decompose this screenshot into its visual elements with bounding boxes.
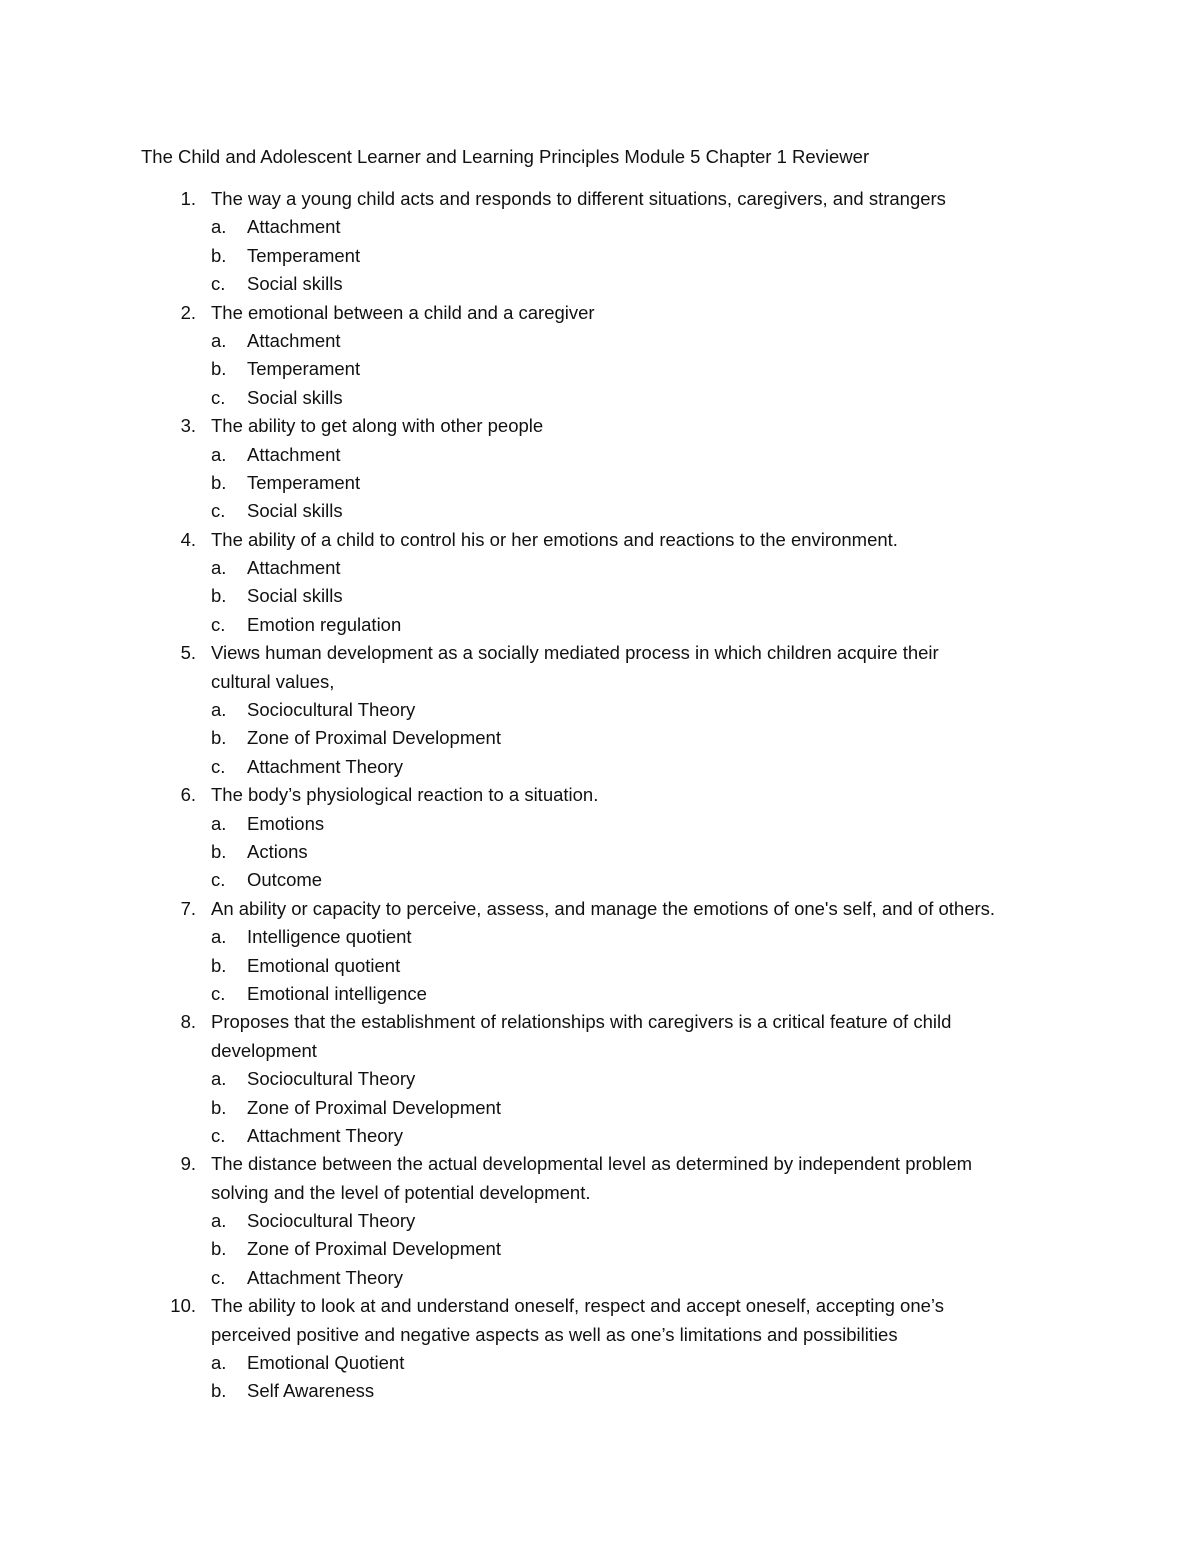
question-line — [0, 526, 1200, 554]
question-text: development — [211, 1039, 317, 1061]
answer-option — [0, 696, 1200, 724]
answer-option — [0, 1207, 1200, 1235]
option-text: Attachment Theory — [247, 1124, 403, 1146]
question-line — [0, 668, 1200, 696]
option-text: Emotion regulation — [247, 613, 402, 635]
answer-option — [0, 724, 1200, 752]
answer-option — [0, 810, 1200, 838]
question-line — [0, 185, 1200, 213]
option-text: Attachment — [247, 216, 341, 238]
option-text: Sociocultural Theory — [247, 699, 416, 721]
question-line — [0, 1037, 1200, 1065]
option-letter: b. — [211, 1380, 227, 1402]
option-letter: b. — [211, 471, 227, 493]
option-text: Emotions — [247, 812, 325, 834]
answer-option — [0, 611, 1200, 639]
question-list — [0, 185, 1200, 1406]
option-text: Social skills — [247, 386, 343, 408]
option-letter: c. — [211, 386, 226, 408]
question-line — [0, 1150, 1200, 1178]
option-letter: b. — [211, 840, 227, 862]
option-letter: a. — [211, 1352, 227, 1374]
question-text: An ability or capacity to perceive, assess, and manage the emotions of one's self, and of others. — [211, 897, 996, 919]
option-text: Sociocultural Theory — [247, 1210, 416, 1232]
answer-option — [0, 923, 1200, 951]
question-text: cultural values, — [211, 670, 335, 692]
question-text: The way a young child acts and responds to different situations, caregivers, and strangers — [211, 188, 946, 209]
answer-option — [0, 554, 1200, 582]
question-text: The emotional between a child and a caregiver — [211, 301, 595, 323]
answer-option — [0, 1349, 1200, 1377]
question-line — [0, 1321, 1200, 1349]
answer-option — [0, 497, 1200, 525]
option-text: Emotional Quotient — [247, 1352, 405, 1374]
question-text: The body’s physiological reaction to a situation. — [211, 784, 599, 806]
question-number: 1. — [180, 188, 196, 209]
option-letter: b. — [211, 727, 227, 749]
answer-option — [0, 242, 1200, 270]
question-line — [0, 1008, 1200, 1036]
question-number: 3. — [180, 415, 196, 437]
question-number: 6. — [180, 784, 196, 806]
option-letter: b. — [211, 1238, 227, 1260]
option-letter: a. — [211, 699, 227, 721]
option-letter: b. — [211, 585, 227, 607]
answer-option — [0, 838, 1200, 866]
answer-option — [0, 1094, 1200, 1122]
answer-option — [0, 469, 1200, 497]
option-letter: b. — [211, 954, 227, 976]
option-letter: b. — [211, 358, 227, 380]
answer-option — [0, 582, 1200, 610]
option-text: Actions — [247, 840, 308, 862]
answer-option — [0, 1122, 1200, 1150]
option-text: Zone of Proximal Development — [247, 727, 501, 749]
question-line — [0, 639, 1200, 667]
option-text: Intelligence quotient — [247, 926, 412, 948]
option-text: Sociocultural Theory — [247, 1068, 416, 1090]
option-letter: c. — [211, 613, 226, 635]
option-letter: a. — [211, 812, 227, 834]
option-text: Attachment — [247, 329, 341, 351]
option-text: Attachment Theory — [247, 755, 403, 777]
question-number: 8. — [180, 1011, 196, 1033]
question-number: 4. — [180, 528, 196, 550]
answer-option — [0, 866, 1200, 894]
option-text: Temperament — [247, 358, 361, 380]
option-letter: b. — [211, 1096, 227, 1118]
question-text: The ability of a child to control his or her emotions and reactions to the environment. — [211, 528, 898, 550]
answer-option — [0, 441, 1200, 469]
option-text: Temperament — [247, 471, 361, 493]
question-number: 7. — [180, 897, 196, 919]
option-letter: a. — [211, 926, 227, 948]
option-text: Social skills — [247, 273, 343, 295]
option-letter: a. — [211, 329, 227, 351]
question-text: Proposes that the establishment of relationships with caregivers is a critical feature of child — [211, 1011, 952, 1033]
option-text: Attachment — [247, 557, 341, 579]
option-text: Zone of Proximal Development — [247, 1238, 501, 1260]
option-letter: c. — [211, 500, 226, 522]
question-number: 10. — [170, 1295, 196, 1317]
answer-option — [0, 270, 1200, 298]
option-letter: c. — [211, 755, 226, 777]
option-letter: a. — [211, 216, 227, 238]
option-text: Attachment — [247, 443, 341, 465]
answer-option — [0, 384, 1200, 412]
option-text: Self Awareness — [247, 1380, 375, 1402]
option-text: Social skills — [247, 500, 343, 522]
question-text: solving and the level of potential development. — [211, 1181, 591, 1203]
question-number: 9. — [180, 1153, 196, 1175]
option-letter: c. — [211, 869, 226, 891]
answer-option — [0, 213, 1200, 241]
question-line — [0, 895, 1200, 923]
answer-option — [0, 1377, 1200, 1405]
answer-option — [0, 952, 1200, 980]
answer-option — [0, 980, 1200, 1008]
question-text: The distance between the actual developmental level as determined by independent problem — [211, 1153, 973, 1175]
question-line — [0, 412, 1200, 440]
option-letter: a. — [211, 1210, 227, 1232]
question-text: Views human development as a socially mediated process in which children acquire their — [211, 642, 939, 664]
option-letter: a. — [211, 557, 227, 579]
option-text: Outcome — [247, 869, 323, 891]
option-text: Emotional quotient — [247, 954, 401, 976]
answer-option — [0, 355, 1200, 383]
option-letter: a. — [211, 443, 227, 465]
question-line — [0, 1179, 1200, 1207]
option-letter: a. — [211, 1068, 227, 1090]
option-text: Temperament — [247, 244, 361, 266]
option-letter: c. — [211, 1266, 226, 1288]
option-text: Social skills — [247, 585, 343, 607]
question-line — [0, 299, 1200, 327]
option-letter: c. — [211, 273, 226, 295]
question-line — [0, 781, 1200, 809]
question-text: perceived positive and negative aspects as well as one’s limitations and possibilities — [211, 1323, 898, 1345]
question-line — [0, 1292, 1200, 1320]
option-text: Zone of Proximal Development — [247, 1096, 501, 1118]
option-letter: c. — [211, 982, 226, 1004]
question-number: 2. — [180, 301, 196, 323]
document-title: The Child and Adolescent Learner and Learning Principles Module 5 Chapter 1 Reviewer — [141, 146, 870, 167]
option-text: Emotional intelligence — [247, 982, 427, 1004]
answer-option — [0, 1264, 1200, 1292]
answer-option — [0, 1065, 1200, 1093]
question-text: The ability to look at and understand oneself, respect and accept oneself, accepting one’s — [211, 1295, 944, 1317]
option-text: Attachment Theory — [247, 1266, 403, 1288]
option-letter: b. — [211, 244, 227, 266]
answer-option — [0, 327, 1200, 355]
option-letter: c. — [211, 1124, 226, 1146]
answer-option — [0, 1235, 1200, 1263]
answer-option — [0, 753, 1200, 781]
question-text: The ability to get along with other people — [211, 415, 544, 437]
question-number: 5. — [180, 642, 196, 664]
